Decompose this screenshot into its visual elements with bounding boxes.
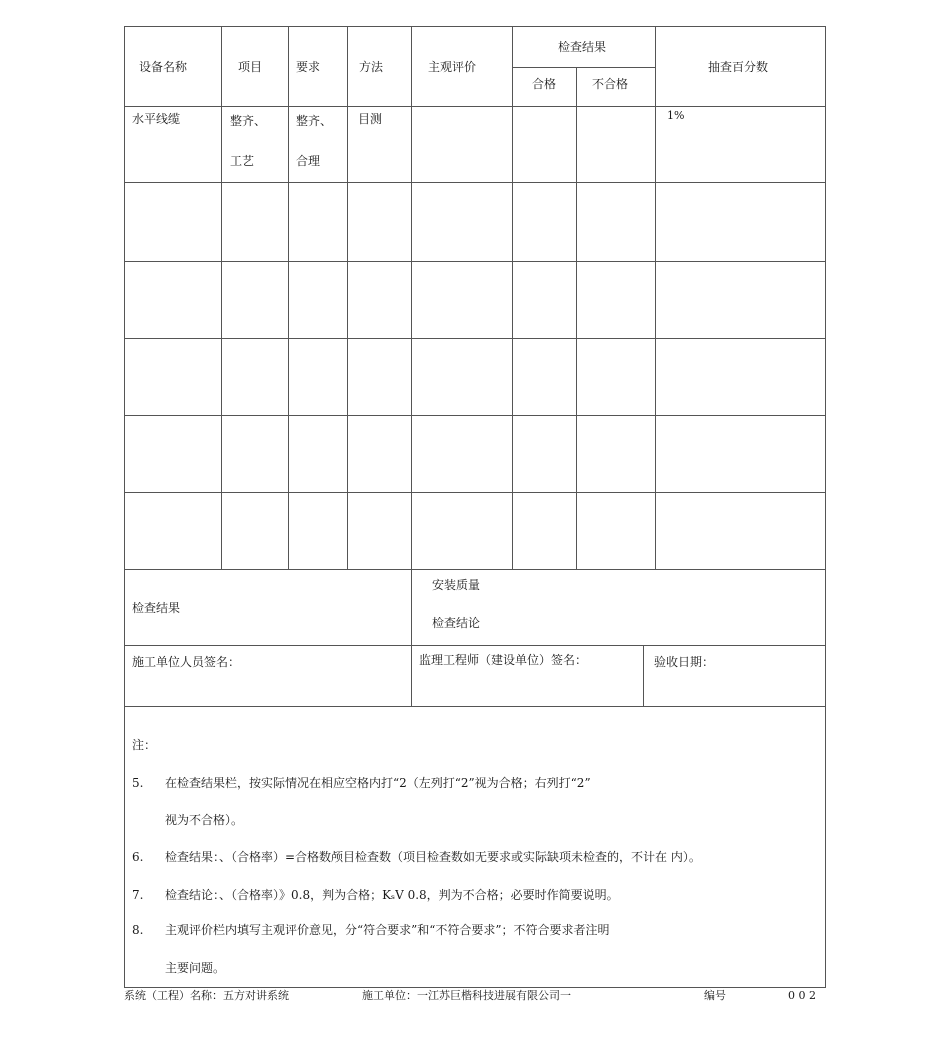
cell-item-line1: 整齐、 xyxy=(230,114,267,128)
row-line xyxy=(124,569,826,570)
row-line xyxy=(124,492,826,493)
header-sampling-percent: 抽查百分数 xyxy=(708,60,769,74)
note-text: 主观评价栏内填写主观评价意见，分“符合要求”和“不符合要求”；不符合要求者注明 xyxy=(165,923,610,937)
row-line xyxy=(124,338,826,339)
note-text: 检查结论：、（合格率）》0.8，判为合格；KₛV 0.8，判为不合格；必要时作简要说明。 xyxy=(165,888,619,902)
cell-item-line2: 工艺 xyxy=(230,154,255,168)
note-number: 6. xyxy=(132,850,144,864)
table-border-left xyxy=(124,26,125,988)
footer-number-value: 0 0 2 xyxy=(788,989,816,1002)
inspection-form xyxy=(124,26,826,988)
header-inspection-result: 检查结果 xyxy=(558,40,607,54)
summary-install-quality: 安装质量 xyxy=(432,578,481,592)
summary-inspection-result-label: 检查结果 xyxy=(132,601,181,615)
signature-contractor: 施工单位人员签名： xyxy=(132,655,241,669)
cell-method: 目测 xyxy=(358,112,383,126)
col-line xyxy=(643,645,644,706)
header-pass: 合格 xyxy=(532,77,557,91)
col-line xyxy=(411,569,412,706)
signature-acceptance-date: 验收日期： xyxy=(654,655,715,669)
cell-device-name: 水平线缆 xyxy=(132,112,181,126)
summary-inspection-conclusion: 检查结论 xyxy=(432,616,481,630)
header-item: 项目 xyxy=(238,60,263,74)
note-number: 8. xyxy=(132,923,144,937)
header-fail: 不合格 xyxy=(592,77,629,91)
note-text: 在检查结果栏，按实际情况在相应空格内打“2（左列打“2”视为合格；右列打“2” xyxy=(165,776,591,790)
row-line xyxy=(124,706,826,707)
cell-sampling-percent: 1% xyxy=(667,109,685,122)
footer-system-name: 系统（工程）名称：五方对讲系统 xyxy=(124,989,289,1002)
col-line xyxy=(347,26,348,569)
col-line xyxy=(411,26,412,569)
col-line xyxy=(288,26,289,569)
header-device-name: 设备名称 xyxy=(139,60,188,74)
cell-requirement-line1: 整齐、 xyxy=(296,114,333,128)
cell-requirement-line2: 合理 xyxy=(296,154,321,168)
note-text: 检查结果：、（合格率）=合格数颅目检查数（项目检查数如无要求或实际缺项未检查的，不计在 内）。 xyxy=(165,850,701,864)
footer-number-label: 编号 xyxy=(704,989,726,1002)
col-line xyxy=(576,67,577,569)
header-method: 方法 xyxy=(359,60,384,74)
row-line xyxy=(124,182,826,183)
note-number: 7. xyxy=(132,888,144,902)
note-number: 5. xyxy=(132,776,144,790)
row-line xyxy=(124,106,826,107)
row-line xyxy=(124,645,826,646)
row-line xyxy=(124,261,826,262)
footer-contractor: 施工单位：一江苏巨楷科技进展有限公司一 xyxy=(362,989,571,1002)
table-border-right xyxy=(825,26,826,988)
header-subjective-evaluation: 主观评价 xyxy=(428,60,477,74)
header-requirement: 要求 xyxy=(296,60,321,74)
col-line xyxy=(512,26,513,569)
header-subdivider xyxy=(512,67,656,68)
col-line xyxy=(655,26,656,569)
note-text-continued: 主要问题。 xyxy=(165,961,226,975)
col-line xyxy=(221,26,222,569)
table-border-top xyxy=(124,26,826,27)
row-line xyxy=(124,415,826,416)
note-text-continued: 视为不合格）。 xyxy=(165,813,244,827)
signature-supervisor: 监理工程师（建设单位）签名： xyxy=(419,653,588,667)
notes-title: 注： xyxy=(132,738,157,752)
